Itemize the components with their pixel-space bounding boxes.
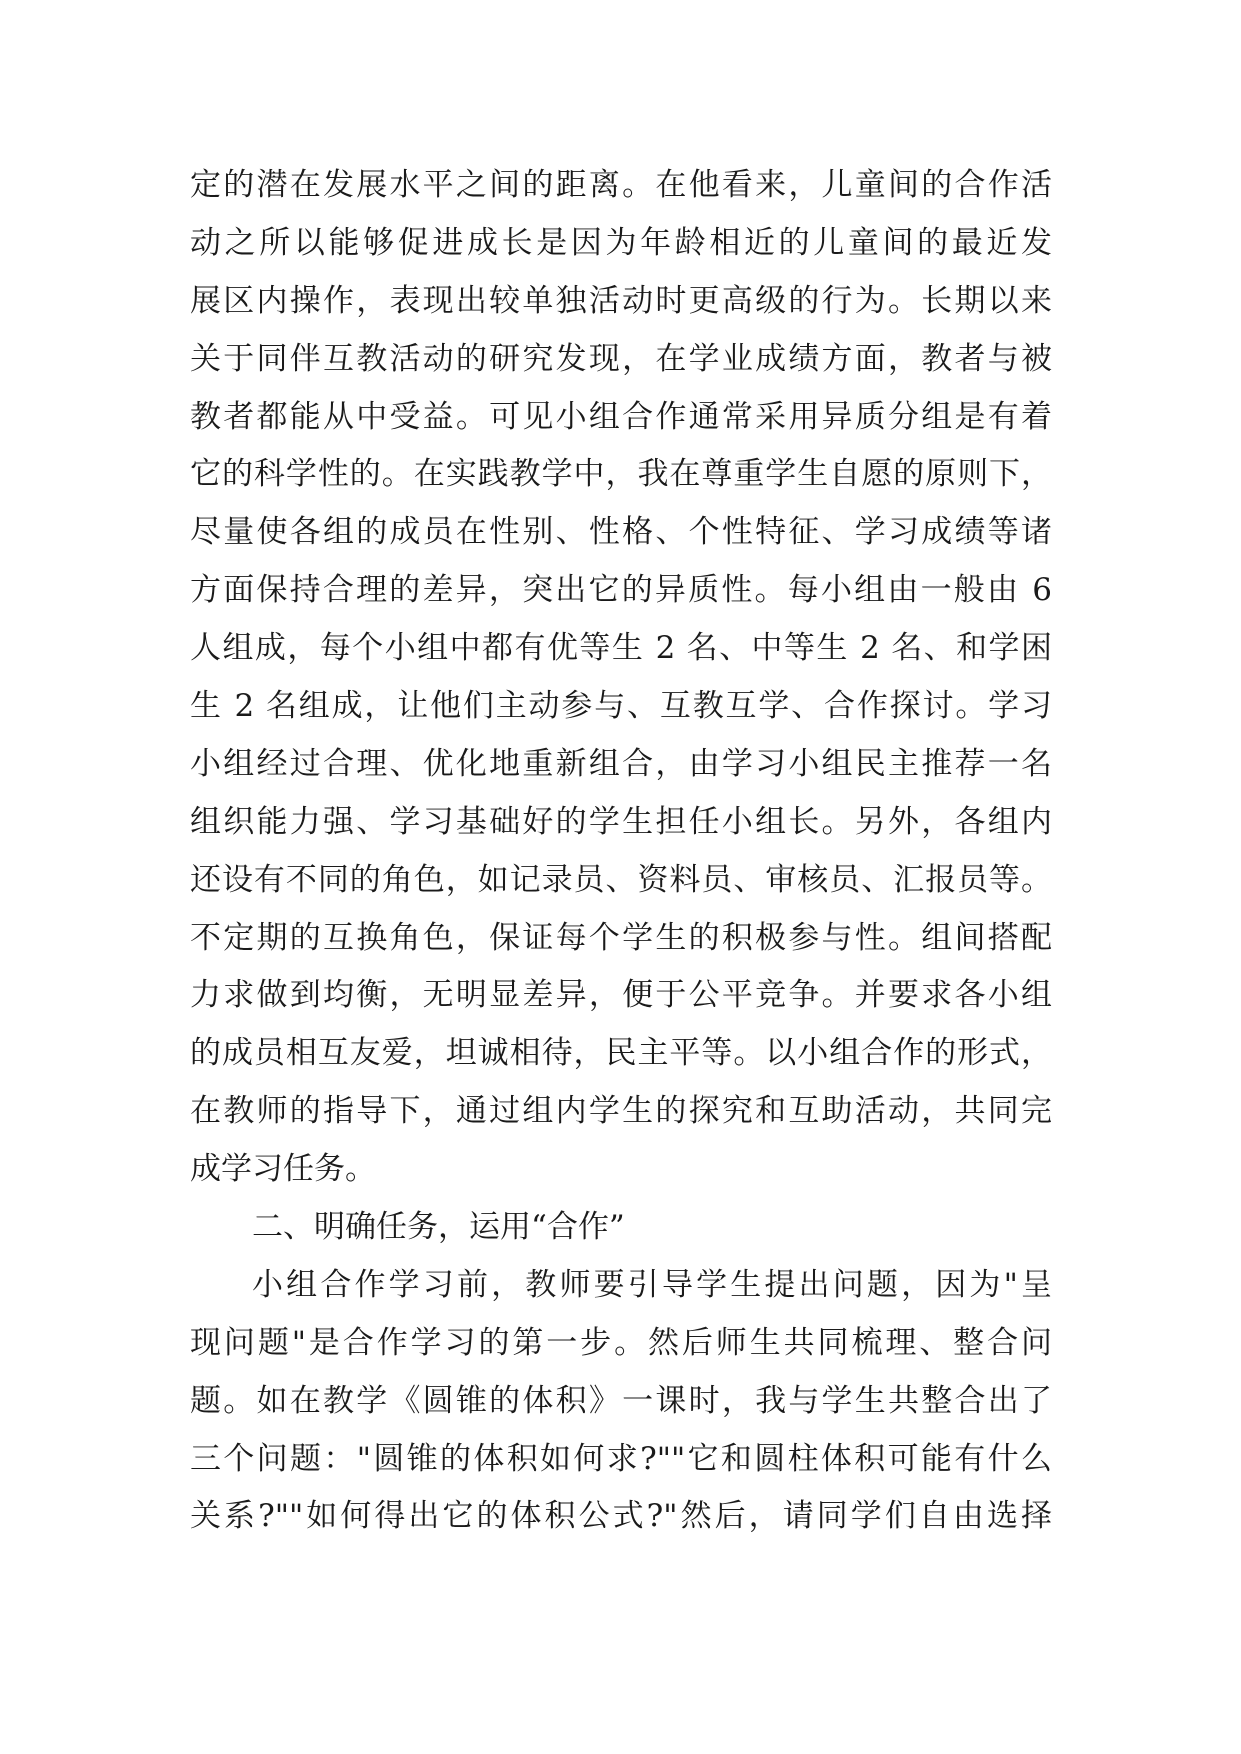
text-line: 三个问题："圆锥的体积如何求?""它和圆柱体积可能有什么	[190, 1440, 1052, 1477]
text-line: 小组经过合理、优化地重新组合，由学习小组民主推荐一名	[190, 745, 1052, 782]
text-line: 关于同伴互教活动的研究发现，在学业成绩方面，教者与被	[190, 340, 1052, 377]
text-line: 成学习任务。	[190, 1151, 376, 1188]
text-line: 教者都能从中受益。可见小组合作通常采用异质分组是有着	[190, 398, 1052, 435]
text-line: 在教师的指导下，通过组内学生的探究和互助活动，共同完	[190, 1093, 1052, 1130]
text-line: 方面保持合理的差异，突出它的异质性。每小组由一般由 6	[190, 572, 1052, 609]
text-line: 生 2 名组成，让他们主动参与、互教互学、合作探讨。学习	[190, 688, 1052, 725]
text-line: 尽量使各组的成员在性别、性格、个性特征、学习成绩等诸	[190, 514, 1052, 551]
text-line: 现问题"是合作学习的第一步。然后师生共同梳理、整合问	[190, 1324, 1052, 1361]
text-line: 组织能力强、学习基础好的学生担任小组长。另外，各组内	[190, 803, 1052, 840]
text-line: 力求做到均衡，无明显差异，便于公平竞争。并要求各小组	[190, 977, 1052, 1014]
text-line: 定的潜在发展水平之间的距离。在他看来，儿童间的合作活	[190, 167, 1052, 203]
text-line: 动之所以能够促进成长是因为年龄相近的儿童间的最近发	[190, 224, 1052, 261]
text-line: 不定期的互换角色，保证每个学生的积极参与性。组间搭配	[190, 919, 1052, 956]
text-line: 它的科学性的。在实践教学中，我在尊重学生自愿的原则下，	[190, 456, 1052, 493]
text-line: 小组合作学习前，教师要引导学生提出问题，因为"呈	[252, 1266, 1052, 1303]
section-heading: 二、明确任务，运用“合作”	[252, 1209, 625, 1246]
text-line: 还设有不同的角色，如记录员、资料员、审核员、汇报员等。	[190, 861, 1052, 898]
body-text	[190, 157, 1052, 1546]
text-line: 关系?""如何得出它的体积公式?"然后，请同学们自由选择	[190, 1498, 1052, 1535]
text-line: 人组成，每个小组中都有优等生 2 名、中等生 2 名、和学困	[190, 630, 1052, 667]
text-line: 的成员相互友爱，坦诚相待，民主平等。以小组合作的形式，	[190, 1035, 1052, 1072]
text-line: 展区内操作，表现出较单独活动时更高级的行为。长期以来	[190, 282, 1052, 319]
text-line: 题。如在教学《圆锥的体积》一课时，我与学生共整合出了	[190, 1382, 1052, 1419]
